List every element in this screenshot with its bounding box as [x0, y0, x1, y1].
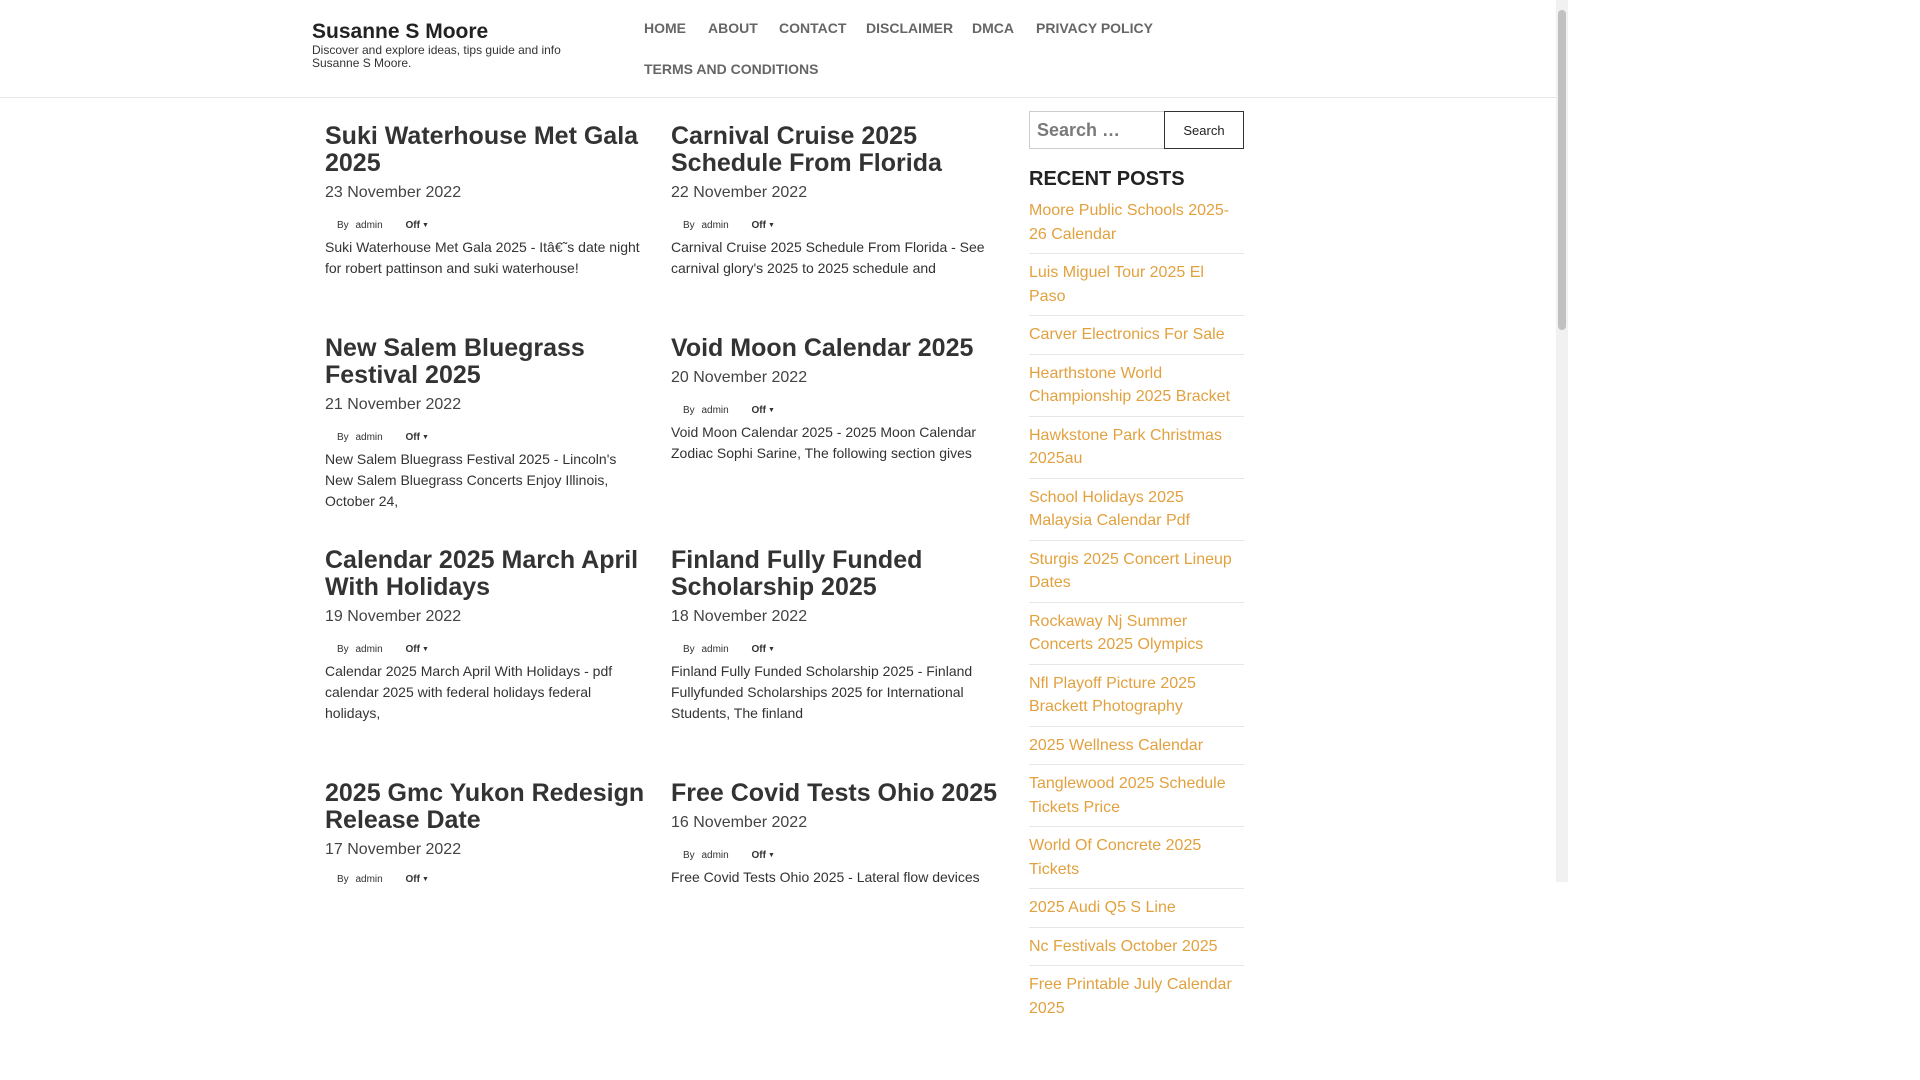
post-by-label: By: [337, 644, 349, 655]
post-meta: [683, 850, 775, 861]
recent-post-link[interactable]: Nc Festivals October 2025: [1029, 937, 1218, 955]
list-item: [1029, 362, 1244, 417]
caret-down-icon: ▼: [421, 876, 429, 883]
post-by-label: By: [683, 220, 695, 231]
recent-post-link[interactable]: Free Printable July Calendar 2025: [1029, 976, 1232, 1017]
list-item: [1029, 935, 1244, 967]
post-author[interactable]: admin: [355, 644, 383, 655]
recent-post-link[interactable]: School Holidays 2025 Malaysia Calendar Pdf: [1029, 488, 1190, 529]
post-comments[interactable]: Off: [405, 644, 420, 655]
post-author[interactable]: admin: [355, 874, 383, 885]
caret-down-icon: ▼: [421, 646, 429, 653]
post-date: 18 November 2022: [671, 608, 808, 625]
caret-down-icon: ▼: [767, 222, 775, 229]
post-meta: [337, 874, 429, 885]
post-title[interactable]: Carnival Cruise 2025 Schedule From Florida: [671, 122, 942, 177]
recent-post-link[interactable]: Luis Miguel Tour 2025 El Paso: [1029, 264, 1204, 305]
site-description: Discover and explore ideas, tips guide and info Susanne S Moore.: [312, 43, 561, 70]
nav-item-contact[interactable]: CONTACT: [779, 20, 847, 36]
caret-down-icon: ▼: [767, 646, 775, 653]
recent-post-link[interactable]: Hearthstone World Championship 2025 Bracket: [1029, 364, 1231, 405]
search-button[interactable]: Search: [1164, 111, 1244, 149]
post-title[interactable]: New Salem Bluegrass Festival 2025: [325, 334, 585, 389]
post-date: 21 November 2022: [325, 396, 462, 413]
page-scrollbar[interactable]: [1556, 0, 1568, 882]
recent-post-link[interactable]: Hawkstone Park Christmas 2025au: [1029, 426, 1222, 467]
nav-item-about[interactable]: ABOUT: [708, 20, 758, 36]
caret-down-icon: ▼: [767, 407, 775, 414]
nav-item-dmca[interactable]: DMCA: [972, 20, 1014, 36]
post-author[interactable]: admin: [701, 220, 729, 231]
recent-post-link[interactable]: Nfl Playoff Picture 2025 Brackett Photography: [1029, 674, 1196, 715]
post-title[interactable]: Finland Fully Funded Scholarship 2025: [671, 546, 923, 601]
site-header: [0, 0, 1556, 98]
post-author[interactable]: admin: [701, 850, 729, 861]
post-date: 22 November 2022: [671, 184, 808, 201]
post-date: 23 November 2022: [325, 184, 462, 201]
post-meta: [683, 405, 775, 416]
post-comments[interactable]: Off: [751, 220, 766, 231]
post-date: 19 November 2022: [325, 608, 462, 625]
list-item: [1029, 323, 1244, 355]
post-excerpt: Free Covid Tests Ohio 2025 - Lateral flow devices: [671, 869, 980, 885]
post-title[interactable]: Void Moon Calendar 2025: [671, 334, 974, 362]
recent-post-link[interactable]: Sturgis 2025 Concert Lineup Dates: [1029, 550, 1232, 591]
list-item: [1029, 973, 1244, 1027]
post-by-label: By: [683, 644, 695, 655]
post-title[interactable]: Suki Waterhouse Met Gala 2025: [325, 122, 639, 177]
post-date: 16 November 2022: [671, 814, 808, 831]
caret-down-icon: ▼: [767, 852, 775, 859]
post-meta: [683, 220, 775, 231]
post-excerpt: Carnival Cruise 2025 Schedule From Florida - See carnival glory's 2025 to 2025 schedule and: [671, 239, 985, 276]
post-date: 17 November 2022: [325, 841, 462, 858]
post-by-label: By: [337, 220, 349, 231]
post-comments[interactable]: Off: [405, 874, 420, 885]
list-item: [1029, 734, 1244, 766]
post-meta: [337, 220, 429, 231]
post-by-label: By: [337, 874, 349, 885]
nav-item-terms-and-conditions[interactable]: TERMS AND CONDITIONS: [644, 61, 819, 77]
post-author[interactable]: admin: [355, 220, 383, 231]
recent-posts-heading: RECENT POSTS: [1029, 168, 1185, 190]
post-excerpt: Void Moon Calendar 2025 - 2025 Moon Calendar Zodiac Sophi Sarine, The following section gives: [671, 424, 977, 461]
list-item: [1029, 772, 1244, 827]
post-meta: [337, 432, 429, 443]
caret-down-icon: ▼: [421, 434, 429, 441]
post-comments[interactable]: Off: [405, 432, 420, 443]
recent-post-link[interactable]: World Of Concrete 2025 Tickets: [1029, 837, 1202, 878]
recent-post-link[interactable]: Tanglewood 2025 Schedule Tickets Price: [1029, 775, 1226, 816]
recent-post-link[interactable]: Carver Electronics For Sale: [1029, 326, 1225, 343]
list-item: [1029, 548, 1244, 603]
recent-post-link[interactable]: 2025 Audi Q5 S Line: [1029, 899, 1176, 916]
search-input[interactable]: [1029, 111, 1165, 149]
list-item: [1029, 672, 1244, 727]
post-title[interactable]: Free Covid Tests Ohio 2025: [671, 779, 998, 807]
post-meta: [683, 644, 775, 655]
list-item: [1029, 486, 1244, 541]
list-item: [1029, 424, 1244, 479]
list-item: [1029, 199, 1244, 254]
post-comments[interactable]: Off: [751, 850, 766, 861]
post-comments[interactable]: Off: [751, 644, 766, 655]
recent-post-link[interactable]: 2025 Wellness Calendar: [1029, 736, 1204, 754]
post-author[interactable]: admin: [701, 405, 729, 416]
list-item: [1029, 896, 1244, 928]
post-excerpt: Calendar 2025 March April With Holidays - pdf calendar 2025 with federal holidays federal holidays,: [325, 663, 613, 721]
post-comments[interactable]: Off: [405, 220, 420, 231]
nav-item-disclaimer[interactable]: DISCLAIMER: [866, 20, 954, 36]
recent-post-link[interactable]: Rockaway Nj Summer Concerts 2025 Olympics: [1029, 612, 1204, 653]
post-by-label: By: [683, 405, 695, 416]
site-title[interactable]: Susanne S Moore: [312, 20, 489, 43]
list-item: [1029, 834, 1244, 889]
post-title[interactable]: 2025 Gmc Yukon Redesign Release Date: [325, 779, 645, 834]
recent-posts-list: [1029, 199, 1244, 1034]
post-by-label: By: [337, 432, 349, 443]
list-item: [1029, 261, 1244, 316]
list-item: [1029, 610, 1244, 665]
post-excerpt: Suki Waterhouse Met Gala 2025 - Itâ€˜s date night for robert pattinson and suki waterhouse!: [325, 239, 640, 276]
scrollbar-thumb[interactable]: [1558, 10, 1566, 330]
post-comments[interactable]: Off: [751, 405, 766, 416]
post-date: 20 November 2022: [671, 369, 808, 386]
post-author[interactable]: admin: [701, 644, 729, 655]
recent-post-link[interactable]: Moore Public Schools 2025-26 Calendar: [1029, 202, 1230, 243]
nav-item-home[interactable]: HOME: [644, 20, 686, 36]
nav-item-privacy-policy[interactable]: PRIVACY POLICY: [1036, 20, 1153, 36]
post-excerpt: Finland Fully Funded Scholarship 2025 - Finland Fullyfunded Scholarships 2025 for International Students, The finland: [671, 663, 973, 721]
post-title[interactable]: Calendar 2025 March April With Holidays: [325, 546, 639, 601]
post-by-label: By: [683, 850, 695, 861]
post-excerpt: New Salem Bluegrass Festival 2025 - Lincoln's New Salem Bluegrass Concerts Enjoy Illinois, October 24,: [325, 451, 617, 509]
post-meta: [337, 644, 429, 655]
post-author[interactable]: admin: [355, 432, 383, 443]
caret-down-icon: ▼: [421, 222, 429, 229]
